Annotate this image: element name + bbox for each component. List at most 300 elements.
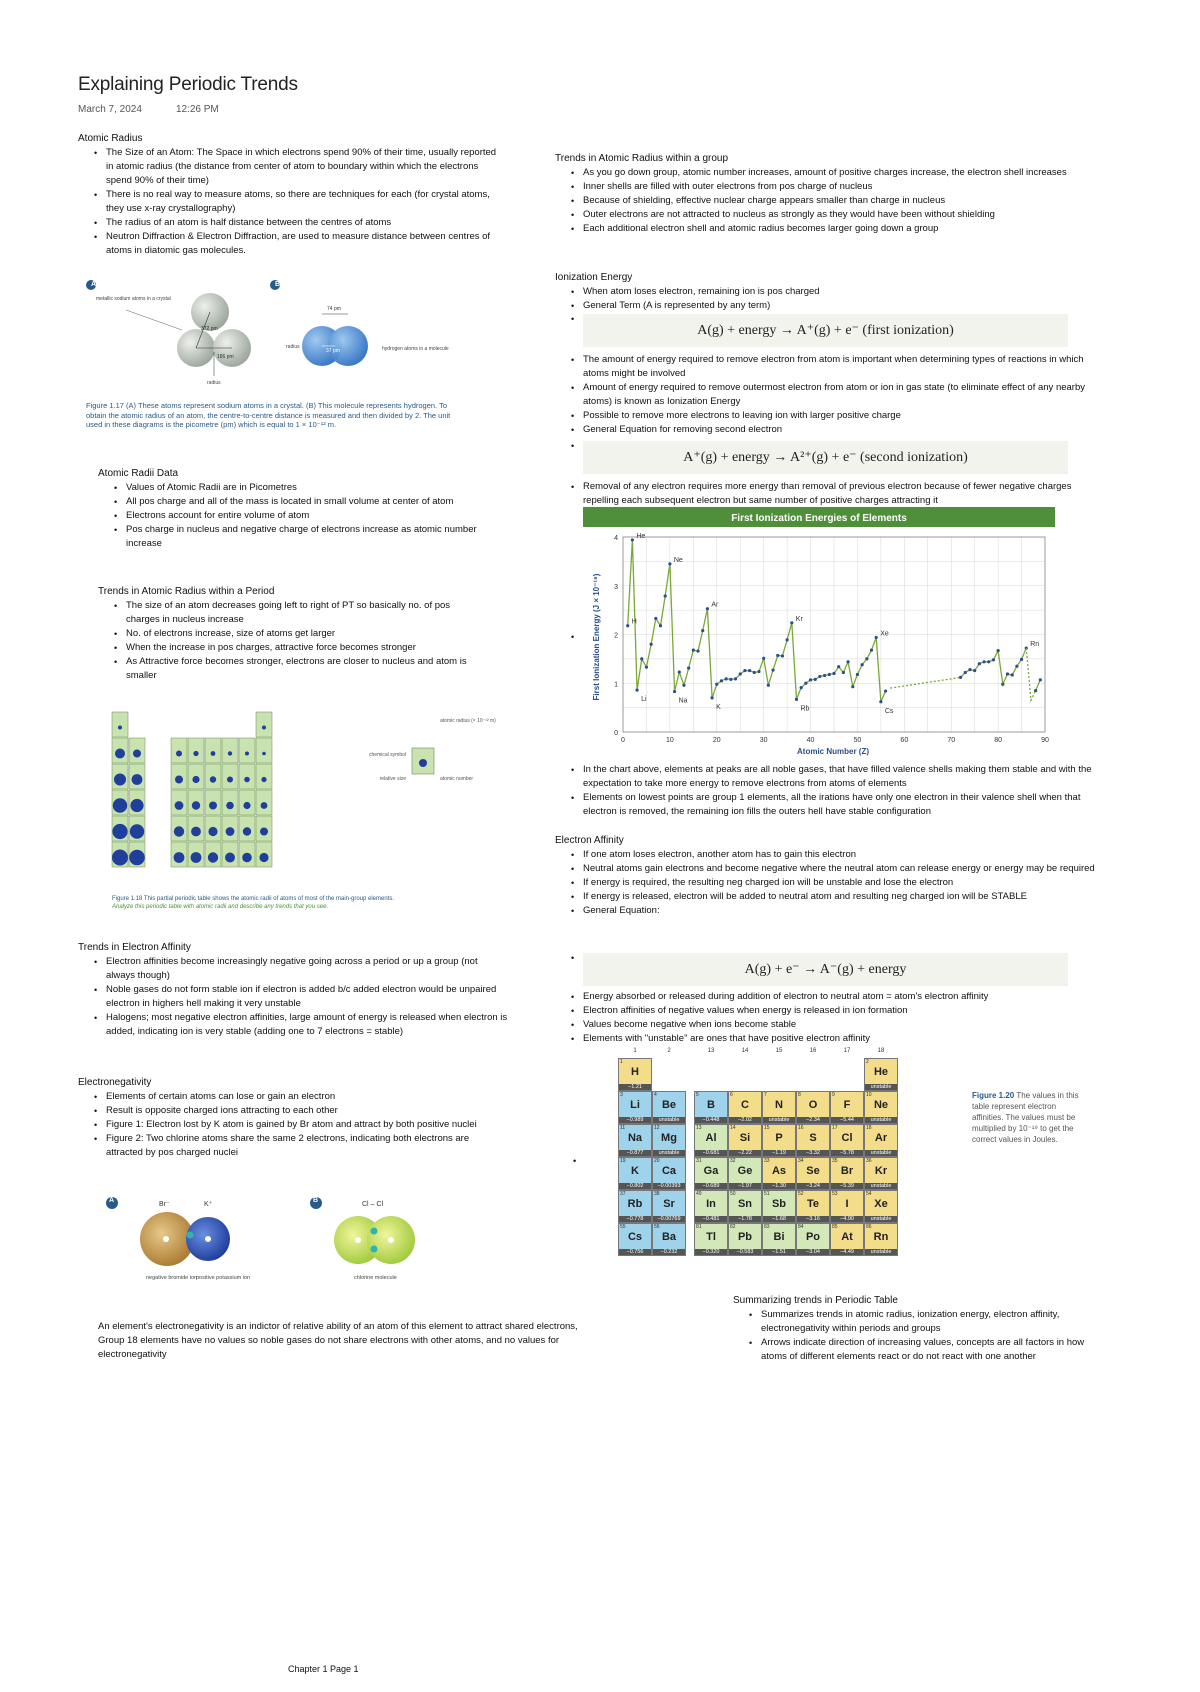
element-symbol: B (707, 1099, 715, 1111)
atomic-number: 55 (620, 1224, 626, 1230)
positive-label: positive potassium ion (196, 1275, 251, 1281)
atomic-number: 54 (866, 1191, 872, 1197)
br-label: Br⁻ (159, 1201, 170, 1208)
electronegativity-list (78, 1090, 498, 1160)
list-item: • Pos charge in nucleus and negative charge of electrons increase as atomic number increase (126, 523, 478, 551)
list-item: • The radius of an atom is half distance between the centres of atoms (106, 216, 498, 230)
data-point (645, 666, 648, 669)
electron-affinity-value: −1.78 (729, 1216, 761, 1222)
electron-affinity-list (555, 848, 1095, 918)
atom-size-circle (175, 776, 183, 784)
element-symbol: Li (630, 1099, 640, 1111)
data-point (790, 621, 793, 624)
atom-size-circle (175, 801, 184, 810)
atom-size-circle (118, 726, 122, 730)
ion-label-a: A (109, 1197, 115, 1204)
radius-cell (239, 764, 255, 789)
element-annotation: Cs (884, 707, 894, 715)
atomic-number: 83 (764, 1224, 770, 1230)
element-symbol: Te (806, 1198, 820, 1210)
data-point (631, 538, 634, 541)
equation-electron-affinity (571, 953, 1068, 986)
electron-affinity-value: unstable (865, 1084, 897, 1090)
list-item: • There is no real way to measure atoms, so there are techniques for each (for crystal atoms, they use x-ray crystallography) (106, 188, 498, 216)
element-symbol: F (843, 1099, 851, 1111)
atomic-number: 14 (730, 1125, 736, 1131)
section-heading: Atomic Radius (78, 133, 143, 144)
data-point (968, 668, 971, 671)
electron-affinity-value: −5.39 (831, 1183, 863, 1189)
element-cell (864, 1091, 898, 1124)
element-symbol: Sb (771, 1198, 787, 1210)
electron-affinity-section (555, 835, 1095, 918)
atom-size-circle (132, 774, 143, 785)
x-tick-label: 0 (621, 737, 625, 744)
electron-affinity-value: unstable (865, 1183, 897, 1189)
data-point (776, 654, 779, 657)
element-cell (830, 1190, 864, 1223)
data-point (640, 657, 643, 660)
electron-affinity-trends-list (78, 955, 508, 1039)
data-point (828, 673, 831, 676)
atom-size-circle (243, 802, 250, 809)
atomic-radii-data-section (98, 468, 478, 551)
element-cell (694, 1124, 728, 1157)
element-symbol: Ge (737, 1165, 753, 1177)
figure-1-20-caption (972, 1090, 1082, 1145)
section-heading: Trends in Electron Affinity (78, 942, 191, 953)
atomic-number: 2 (866, 1059, 869, 1065)
atom-size-circle (259, 853, 268, 862)
x-tick-label: 40 (806, 737, 815, 744)
atomic-number: 38 (654, 1191, 660, 1197)
trends-group-section (555, 153, 1095, 236)
atomic-number: 37 (620, 1191, 626, 1197)
element-cell (728, 1190, 762, 1223)
electron-affinity-value: −3.16 (797, 1216, 829, 1222)
data-point (682, 684, 685, 687)
data-point (978, 662, 981, 665)
element-symbol: At (841, 1231, 853, 1243)
element-symbol: Mg (661, 1132, 677, 1144)
atom-size-circle (174, 852, 185, 863)
atomic-radius-section (78, 133, 498, 258)
data-point (846, 660, 849, 663)
data-point (715, 683, 718, 686)
ion-figure (104, 1195, 444, 1295)
figure-1-20-caption-text: The values in this table represent electron affinities. The values must be multiplied by 10⁻¹⁹ to get the correct values in Joules. (972, 1091, 1079, 1144)
radius-cell (256, 712, 272, 737)
equation-box: A(g) + energy → A⁺(g) + e⁻ (first ionization) (583, 314, 1068, 347)
section-heading: Trends in Atomic Radius within a group (555, 153, 729, 164)
atomic-number: 16 (798, 1125, 804, 1131)
element-symbol: Se (806, 1165, 820, 1177)
electron-affinity-value: −3.04 (797, 1249, 829, 1255)
atom-size-circle (243, 827, 251, 835)
data-point (856, 673, 859, 676)
trends-period-list (98, 599, 478, 683)
electron-affinity-value: unstable (865, 1117, 897, 1123)
electron-affinity-value: −0.320 (695, 1249, 727, 1255)
element-cell (694, 1157, 728, 1190)
electron-affinity-value: unstable (763, 1117, 795, 1123)
element-symbol: Rn (873, 1231, 889, 1243)
element-annotation: Ne (673, 556, 683, 564)
electron-affinity-value: −0.232 (653, 1249, 685, 1255)
list-item: • Each additional electron shell and atomic radius becomes larger going down a group (583, 222, 1095, 236)
element-symbol: Cs (627, 1231, 643, 1243)
electron-affinity-value: unstable (865, 1150, 897, 1156)
list-item: • General Equation: (583, 904, 1095, 918)
element-cell (652, 1157, 686, 1190)
electron-affinity-value: −1.68 (763, 1216, 795, 1222)
data-point (804, 682, 807, 685)
atomic-number: 56 (654, 1224, 660, 1230)
list-item: • Result is opposite charged ions attracting to each other (106, 1104, 498, 1118)
element-cell (762, 1190, 796, 1223)
electron-affinity-value: −0.989 (619, 1117, 651, 1123)
data-point (997, 649, 1000, 652)
element-symbol: Al (705, 1132, 717, 1144)
equation-first-ionization (571, 314, 1068, 347)
element-cell (796, 1190, 830, 1223)
data-point (851, 685, 854, 688)
data-point (743, 669, 746, 672)
element-symbol: Rb (627, 1198, 643, 1210)
bullet: • (571, 441, 575, 451)
atom-size-circle (130, 824, 144, 838)
atom-size-circle (176, 751, 182, 757)
electron-affinity-value: −1.19 (763, 1150, 795, 1156)
data-point (650, 643, 653, 646)
atomic-number: 1 (620, 1059, 623, 1065)
radius-cell (256, 764, 272, 789)
series-line (1026, 648, 1035, 700)
element-symbol: Ar (874, 1132, 888, 1144)
element-annotation: Ar (711, 601, 719, 609)
electron-affinity-value: unstable (653, 1150, 685, 1156)
atom-size-circle (227, 777, 233, 783)
list-item: • Energy absorbed or released during addition of electron to neutral atom = atom's electron affinity (583, 990, 1095, 1004)
atom-size-circle (193, 751, 198, 756)
x-tick-label: 20 (712, 737, 721, 744)
atom-size-circle (225, 853, 235, 863)
element-cell (618, 1157, 652, 1190)
data-point (635, 688, 638, 691)
group-number: 18 (877, 1048, 885, 1054)
electron (371, 1246, 378, 1253)
atom-size-circle (245, 752, 249, 756)
distance-186: 186 pm (217, 354, 234, 360)
figure-1-18 (112, 708, 496, 913)
group-number: 14 (741, 1048, 749, 1054)
key-size-label: relative size (379, 776, 406, 782)
element-symbol: Ba (661, 1231, 677, 1243)
atom-size-circle (228, 751, 232, 755)
atom-size-circle (114, 774, 126, 786)
radius-cell (188, 738, 204, 763)
data-point (1011, 673, 1014, 676)
element-annotation: He (636, 532, 646, 540)
group-number: 2 (667, 1048, 671, 1054)
electron-affinity-list-2 (555, 990, 1095, 1046)
element-symbol: Si (739, 1132, 751, 1144)
atomic-number: 51 (764, 1191, 770, 1197)
atom-size-circle (192, 801, 200, 809)
electron-affinity-value: −2.34 (797, 1117, 829, 1123)
atomic-radii-table (112, 708, 496, 890)
element-symbol: Sn (737, 1198, 753, 1210)
figure-1-17-diagram (86, 280, 466, 392)
list-item: • General Term (A is represented by any term) (583, 299, 1095, 313)
atomic-number: 6 (730, 1092, 733, 1098)
element-symbol: I (845, 1198, 849, 1210)
series-line (1036, 680, 1041, 691)
x-tick-label: 10 (665, 737, 674, 744)
data-point (861, 663, 864, 666)
data-point (696, 649, 699, 652)
element-annotation: Kr (795, 615, 803, 623)
data-point (771, 668, 774, 671)
data-point (654, 617, 657, 620)
x-tick-label: 50 (853, 737, 862, 744)
element-cell (762, 1157, 796, 1190)
chart-title: First Ionization Energies of Elements (731, 513, 907, 524)
element-symbol: C (741, 1099, 749, 1111)
data-point (659, 624, 662, 627)
electron-affinity-value: −0.778 (619, 1216, 651, 1222)
atomic-number: 53 (832, 1191, 838, 1197)
data-point (870, 649, 873, 652)
y-tick-label: 2 (614, 632, 618, 640)
figure-1-17 (86, 280, 466, 430)
atom-size-circle (262, 726, 266, 730)
data-point (823, 674, 826, 677)
radius-cell (205, 738, 221, 763)
element-cell (864, 1190, 898, 1223)
element-cell (830, 1124, 864, 1157)
page-footer: Chapter 1 Page 1 (288, 1664, 359, 1674)
data-point (1034, 689, 1037, 692)
figure-1-20 (573, 1048, 1093, 1268)
time-text: 12:26 PM (175, 104, 219, 115)
atom-size-circle (112, 824, 127, 839)
key-circle (419, 759, 427, 767)
element-symbol: Bi (773, 1231, 785, 1243)
element-cell (728, 1124, 762, 1157)
data-point (781, 654, 784, 657)
element-cell (618, 1223, 652, 1256)
element-cell (618, 1091, 652, 1124)
list-item: • The Size of an Atom: The Space in which electrons spend 90% of their time, usually reported in atomic radius (the distance from center of atom to boundary within which the electrons spend 90% of their time) (106, 146, 498, 188)
atomic-number: 5 (696, 1092, 699, 1098)
electron-affinity-section-2 (555, 988, 1095, 1046)
y-tick-label: 1 (614, 681, 618, 689)
data-point (1020, 658, 1023, 661)
y-tick-label: 3 (614, 583, 618, 591)
data-point (837, 665, 840, 668)
electron-affinity-value: −3.24 (797, 1183, 829, 1189)
list-item: • Electron affinities of negative values when energy is released in ion formation (583, 1004, 1095, 1018)
element-symbol: Xe (874, 1198, 888, 1210)
element-symbol: In (706, 1198, 716, 1210)
radii-data-list (98, 481, 478, 551)
element-symbol: Be (661, 1099, 677, 1111)
element-symbol: Sr (663, 1198, 675, 1210)
x-tick-label: 70 (947, 737, 956, 744)
ionization-list-4 (555, 763, 1095, 819)
ionization-chart-svg (583, 507, 1055, 757)
element-symbol: K (631, 1165, 639, 1177)
list-item: • If energy is required, the resulting neg charged ion will be unstable and lose the electron (583, 876, 1095, 890)
y-axis-label: First Ionization Energy (J × 10⁻¹⁸) (592, 573, 601, 701)
atom-size-circle (174, 826, 184, 836)
figure-1-20-caption-title: Figure 1.20 (972, 1091, 1015, 1100)
x-tick-label: 30 (759, 737, 768, 744)
summary-section (733, 1295, 1103, 1364)
ionization-list-3 (555, 480, 1095, 508)
data-point (729, 678, 732, 681)
atom-size-circle (191, 827, 201, 837)
data-point (748, 669, 751, 672)
element-cell (694, 1190, 728, 1223)
data-point (734, 677, 737, 680)
group-number: 17 (843, 1048, 851, 1054)
electron-affinity-value: −0.802 (619, 1183, 651, 1189)
atomic-number: 9 (832, 1092, 835, 1098)
chlorine-label: chlorine molecule (354, 1275, 397, 1281)
element-symbol: S (809, 1132, 817, 1144)
atom-size-circle (115, 749, 125, 759)
ionization-section (555, 272, 1095, 313)
element-symbol: Kr (874, 1165, 888, 1177)
list-item: • All pos charge and all of the mass is located in small volume at center of atom (126, 495, 478, 509)
series-line (628, 540, 886, 702)
ionization-list-2 (555, 353, 1095, 437)
atom-size-circle (129, 850, 145, 866)
list-item: • Neutral atoms gain electrons and become negative where the neutral atom can release energy or energy may be required (583, 862, 1095, 876)
electron-affinity-value: −1.30 (763, 1183, 795, 1189)
atomic-number: 84 (798, 1224, 804, 1230)
ionization-section-4 (555, 761, 1095, 819)
atom-size-circle (210, 776, 216, 782)
electron-affinity-value: −1.21 (619, 1084, 651, 1090)
nucleus (355, 1237, 361, 1243)
section-heading: Electron Affinity (555, 835, 624, 846)
data-point (795, 698, 798, 701)
bullet: • (571, 953, 575, 963)
element-cell (796, 1157, 830, 1190)
data-point (987, 660, 990, 663)
radius-cell (256, 738, 272, 763)
distance-74: 74 pm (327, 306, 341, 312)
element-cell (652, 1124, 686, 1157)
atomic-number: 17 (832, 1125, 838, 1131)
list-item: • The size of an atom decreases going left to right of PT so basically no. of pos charges in nucleus increase (126, 599, 478, 627)
data-point (725, 677, 728, 680)
data-point (706, 607, 709, 610)
list-item: • In the chart above, elements at peaks are all noble gases, that have filled valence shells making them stable and with the expectation to take more energy to remove electrons from atoms of elements (583, 763, 1095, 791)
page-date (78, 104, 253, 115)
group-number: 1 (633, 1048, 637, 1054)
list-item: • Elements on lowest points are group 1 elements, all the irations have only one electron in their valence shell when that electron is removed, the remaining ion fills the outers hell have stable configuration (583, 791, 1095, 819)
equation-second-ionization (571, 441, 1068, 474)
nucleus (205, 1236, 211, 1242)
list-item: • Amount of energy required to remove outermost electron from atom or ion in gas state (to eliminate effect of any nearby atoms) is known as Ionization Energy (583, 381, 1095, 409)
data-point (842, 671, 845, 674)
section-heading: Electronegativity (78, 1077, 152, 1088)
atomic-number: 32 (730, 1158, 736, 1164)
group-number: 16 (809, 1048, 817, 1054)
section-heading: Summarizing trends in Periodic Table (733, 1295, 898, 1306)
atomic-number: 52 (798, 1191, 804, 1197)
list-item: • Removal of any electron requires more energy than removal of previous electron because of fewer negative charges repelling each subsequent electron but same number of positive charges attracting it (583, 480, 1095, 508)
data-point (964, 671, 967, 674)
electron-affinity-value: −0.583 (729, 1249, 761, 1255)
x-tick-label: 60 (900, 737, 909, 744)
data-point (992, 658, 995, 661)
list-item: • No. of electrons increase, size of atoms get larger (126, 627, 478, 641)
electron-affinity-value: −1.97 (729, 1183, 761, 1189)
figure-1-18-caption-2: Analyze this periodic table with atomic radii and describe any trends that you see. (112, 904, 329, 910)
negative-label: negative bromide ion (146, 1275, 198, 1281)
atomic-number: 8 (798, 1092, 801, 1098)
atomic-radius-list (78, 146, 498, 258)
distance-372: 372 pm (201, 326, 218, 332)
electron-affinity-value: unstable (865, 1216, 897, 1222)
atomic-number: 86 (866, 1224, 872, 1230)
element-cell (830, 1157, 864, 1190)
electron-affinity-value: −2.22 (729, 1150, 761, 1156)
summary-list (733, 1308, 1103, 1364)
ionization-section-2 (555, 351, 1095, 437)
element-cell (694, 1223, 728, 1256)
distance-37: 37 pm (326, 348, 340, 354)
y-tick-label: 4 (614, 535, 618, 542)
trends-period-section (98, 586, 478, 683)
electron-affinity-value: −5.44 (831, 1117, 863, 1123)
y-tick-label: 0 (614, 730, 618, 737)
element-symbol: Tl (706, 1231, 716, 1243)
atomic-number: 12 (654, 1125, 660, 1131)
element-annotation: K (716, 703, 721, 711)
list-item: • Outer electrons are not attracted to nucleus as strongly as they would have been without shielding (583, 208, 1095, 222)
list-item: • When atom loses electron, remaining ion is pos charged (583, 285, 1095, 299)
ion-diagram (104, 1195, 444, 1295)
data-point (687, 667, 690, 670)
list-item: • As Attractive force becomes stronger, electrons are closer to nucleus and atom is smaller (126, 655, 478, 683)
atomic-number: 50 (730, 1191, 736, 1197)
label-b: B (275, 281, 281, 288)
electron-affinity-value: −0.756 (619, 1249, 651, 1255)
data-point (692, 649, 695, 652)
list-item: • Halogens; most negative electron affinities, large amount of energy is released when electron is added, indicating ion is very stable (adding one to 7 electrons = stable) (106, 1011, 508, 1039)
x-tick-label: 90 (1041, 737, 1049, 744)
element-cell-h (618, 1058, 652, 1091)
atomic-number: 85 (832, 1224, 838, 1230)
data-point (884, 689, 887, 692)
element-cell (762, 1124, 796, 1157)
list-item: • Electron affinities become increasingly negative going across a period or up a group (not always though) (106, 955, 508, 983)
data-point (668, 562, 671, 565)
list-item: • Figure 1: Electron lost by K atom is gained by Br atom and attract by both positive nuclei (106, 1118, 498, 1132)
list-item: • As you go down group, atomic number increases, amount of positive charges increase, the electron shell increases (583, 166, 1095, 180)
element-annotation: Rn (1030, 641, 1040, 649)
data-point (767, 684, 770, 687)
atom-size-circle (211, 751, 216, 756)
electron-affinity-value: −0.689 (695, 1183, 727, 1189)
atomic-number: 31 (696, 1158, 702, 1164)
